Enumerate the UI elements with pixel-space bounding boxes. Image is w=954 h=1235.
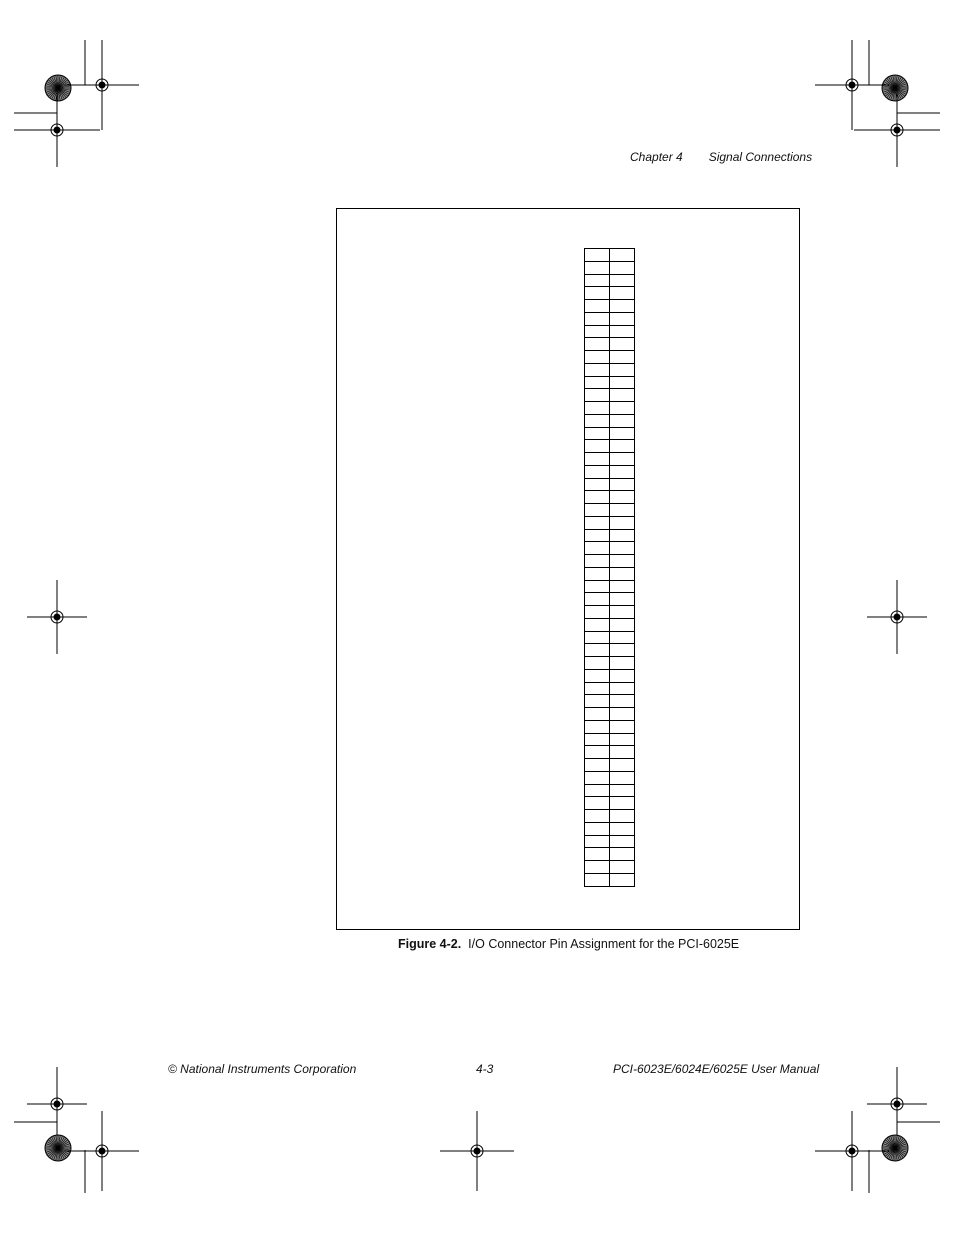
crosshair-registration-icon	[14, 93, 100, 167]
pin-row	[585, 363, 635, 376]
pin-row	[585, 733, 635, 746]
crosshair-registration-icon	[65, 1111, 139, 1191]
crosshair-registration-icon	[27, 1067, 87, 1141]
pin-row	[585, 771, 635, 784]
pin-row	[585, 325, 635, 338]
pin-row	[585, 491, 635, 504]
crosshair-registration-icon	[27, 580, 87, 654]
pin-cell	[585, 733, 610, 746]
running-header	[630, 150, 812, 164]
pin-cell	[610, 708, 635, 721]
pin-row	[585, 695, 635, 708]
figure-caption	[398, 937, 739, 951]
pin-row	[585, 682, 635, 695]
crosshair-registration-icon	[815, 40, 889, 130]
pin-row	[585, 478, 635, 491]
pin-cell	[585, 580, 610, 593]
pin-row	[585, 389, 635, 402]
pin-cell	[610, 465, 635, 478]
starburst-target-icon	[45, 75, 71, 101]
pin-cell	[610, 822, 635, 835]
pin-cell	[585, 567, 610, 580]
pin-cell	[585, 274, 610, 287]
pin-cell	[610, 504, 635, 517]
pin-row	[585, 631, 635, 644]
pin-row	[585, 312, 635, 325]
pin-cell	[585, 478, 610, 491]
pin-cell	[585, 708, 610, 721]
pin-cell	[585, 376, 610, 389]
pin-cell	[585, 504, 610, 517]
pin-cell	[610, 618, 635, 631]
pin-cell	[610, 606, 635, 619]
pin-cell	[585, 363, 610, 376]
pin-cell	[610, 402, 635, 415]
pin-row	[585, 465, 635, 478]
starburst-target-icon	[882, 75, 908, 101]
pin-row	[585, 427, 635, 440]
pin-cell	[610, 631, 635, 644]
pin-row	[585, 669, 635, 682]
pin-cell	[585, 784, 610, 797]
pin-cell	[585, 848, 610, 861]
crosshair-registration-icon	[65, 40, 139, 130]
pin-row	[585, 542, 635, 555]
starburst-target-icon	[45, 1135, 71, 1161]
pin-row	[585, 351, 635, 364]
pin-cell	[610, 746, 635, 759]
pin-cell	[585, 835, 610, 848]
pin-cell	[610, 261, 635, 274]
pin-cell	[585, 644, 610, 657]
pin-cell	[610, 542, 635, 555]
pin-cell	[610, 784, 635, 797]
pin-cell	[585, 555, 610, 568]
manual-title: PCI-6023E/6024E/6025E User Manual	[613, 1062, 820, 1076]
pin-cell	[610, 733, 635, 746]
pin-row	[585, 848, 635, 861]
pin-cell	[610, 338, 635, 351]
pin-cell	[585, 287, 610, 300]
pin-row	[585, 516, 635, 529]
pin-cell	[610, 771, 635, 784]
pin-cell	[610, 797, 635, 810]
pin-cell	[585, 797, 610, 810]
pin-cell	[585, 300, 610, 313]
pin-row	[585, 835, 635, 848]
footer-copyright: © National Instruments Corporation	[168, 1062, 357, 1076]
pin-cell	[585, 759, 610, 772]
connector-pin-grid	[584, 248, 635, 887]
crosshair-registration-icon	[867, 1067, 927, 1141]
figure-title: I/O Connector Pin Assignment for the PCI-6025E	[468, 937, 740, 951]
pin-row	[585, 593, 635, 606]
pin-cell	[610, 478, 635, 491]
pin-cell	[585, 861, 610, 874]
figure-label: Figure 4-2.	[398, 937, 462, 951]
pin-row	[585, 261, 635, 274]
page-number: 4-3	[476, 1062, 494, 1076]
pin-cell	[585, 669, 610, 682]
pin-row	[585, 810, 635, 823]
pin-cell	[610, 376, 635, 389]
pin-cell	[610, 555, 635, 568]
pin-row	[585, 504, 635, 517]
starburst-target-icon	[882, 1135, 908, 1161]
pin-cell	[585, 427, 610, 440]
pin-cell	[585, 249, 610, 262]
pin-cell	[610, 567, 635, 580]
pin-row	[585, 338, 635, 351]
pin-cell	[585, 325, 610, 338]
pin-cell	[610, 835, 635, 848]
pin-row	[585, 453, 635, 466]
crosshair-registration-icon	[867, 580, 927, 654]
pin-cell	[585, 453, 610, 466]
pin-cell	[585, 593, 610, 606]
pin-cell	[585, 873, 610, 886]
pin-row	[585, 861, 635, 874]
crosshair-registration-icon	[440, 1111, 514, 1191]
pin-cell	[585, 618, 610, 631]
pin-cell	[585, 261, 610, 274]
pin-cell	[585, 312, 610, 325]
pin-cell	[610, 593, 635, 606]
pin-cell	[610, 389, 635, 402]
pin-row	[585, 440, 635, 453]
crosshair-registration-icon	[854, 93, 940, 167]
pin-cell	[585, 771, 610, 784]
pin-row	[585, 287, 635, 300]
pin-row	[585, 274, 635, 287]
pin-cell	[610, 440, 635, 453]
pin-row	[585, 759, 635, 772]
chapter-label: Chapter 4	[630, 150, 683, 164]
pin-cell	[610, 873, 635, 886]
pin-cell	[610, 644, 635, 657]
pin-cell	[610, 249, 635, 262]
pin-cell	[610, 695, 635, 708]
pin-row	[585, 567, 635, 580]
pin-row	[585, 555, 635, 568]
pin-cell	[610, 580, 635, 593]
pin-cell	[610, 312, 635, 325]
crosshair-registration-icon	[815, 1111, 889, 1191]
pin-cell	[610, 657, 635, 670]
pin-row	[585, 300, 635, 313]
pin-row	[585, 657, 635, 670]
pin-row	[585, 797, 635, 810]
pin-row	[585, 580, 635, 593]
pin-cell	[585, 440, 610, 453]
pin-cell	[610, 351, 635, 364]
pin-cell	[610, 861, 635, 874]
pin-cell	[610, 325, 635, 338]
pin-cell	[585, 414, 610, 427]
pin-cell	[585, 389, 610, 402]
pin-cell	[585, 491, 610, 504]
pin-cell	[585, 810, 610, 823]
pin-cell	[610, 516, 635, 529]
pin-cell	[610, 491, 635, 504]
pin-cell	[610, 810, 635, 823]
pin-row	[585, 644, 635, 657]
pin-row	[585, 529, 635, 542]
pin-cell	[585, 720, 610, 733]
pin-row	[585, 376, 635, 389]
pin-cell	[585, 606, 610, 619]
pin-cell	[610, 287, 635, 300]
pin-cell	[585, 338, 610, 351]
pin-cell	[585, 657, 610, 670]
pin-cell	[585, 542, 610, 555]
pin-cell	[610, 682, 635, 695]
pin-row	[585, 249, 635, 262]
pin-cell	[585, 822, 610, 835]
pin-cell	[610, 759, 635, 772]
pin-cell	[585, 465, 610, 478]
pin-row	[585, 402, 635, 415]
pin-cell	[585, 631, 610, 644]
pin-cell	[585, 695, 610, 708]
pin-row	[585, 784, 635, 797]
figure-frame	[336, 208, 800, 930]
pin-row	[585, 873, 635, 886]
pin-row	[585, 746, 635, 759]
pin-cell	[610, 453, 635, 466]
pin-cell	[585, 682, 610, 695]
pin-cell	[585, 746, 610, 759]
pin-cell	[585, 351, 610, 364]
pin-cell	[585, 529, 610, 542]
pin-cell	[610, 300, 635, 313]
pin-cell	[610, 669, 635, 682]
pin-cell	[610, 414, 635, 427]
section-title: Signal Connections	[708, 150, 813, 164]
pin-cell	[610, 529, 635, 542]
pin-row	[585, 822, 635, 835]
pin-row	[585, 606, 635, 619]
pin-row	[585, 618, 635, 631]
pin-cell	[585, 516, 610, 529]
pin-row	[585, 720, 635, 733]
pin-cell	[610, 427, 635, 440]
pin-cell	[610, 274, 635, 287]
pin-row	[585, 708, 635, 721]
pin-cell	[610, 848, 635, 861]
pin-cell	[585, 402, 610, 415]
pin-cell	[610, 363, 635, 376]
pin-row	[585, 414, 635, 427]
pin-cell	[610, 720, 635, 733]
